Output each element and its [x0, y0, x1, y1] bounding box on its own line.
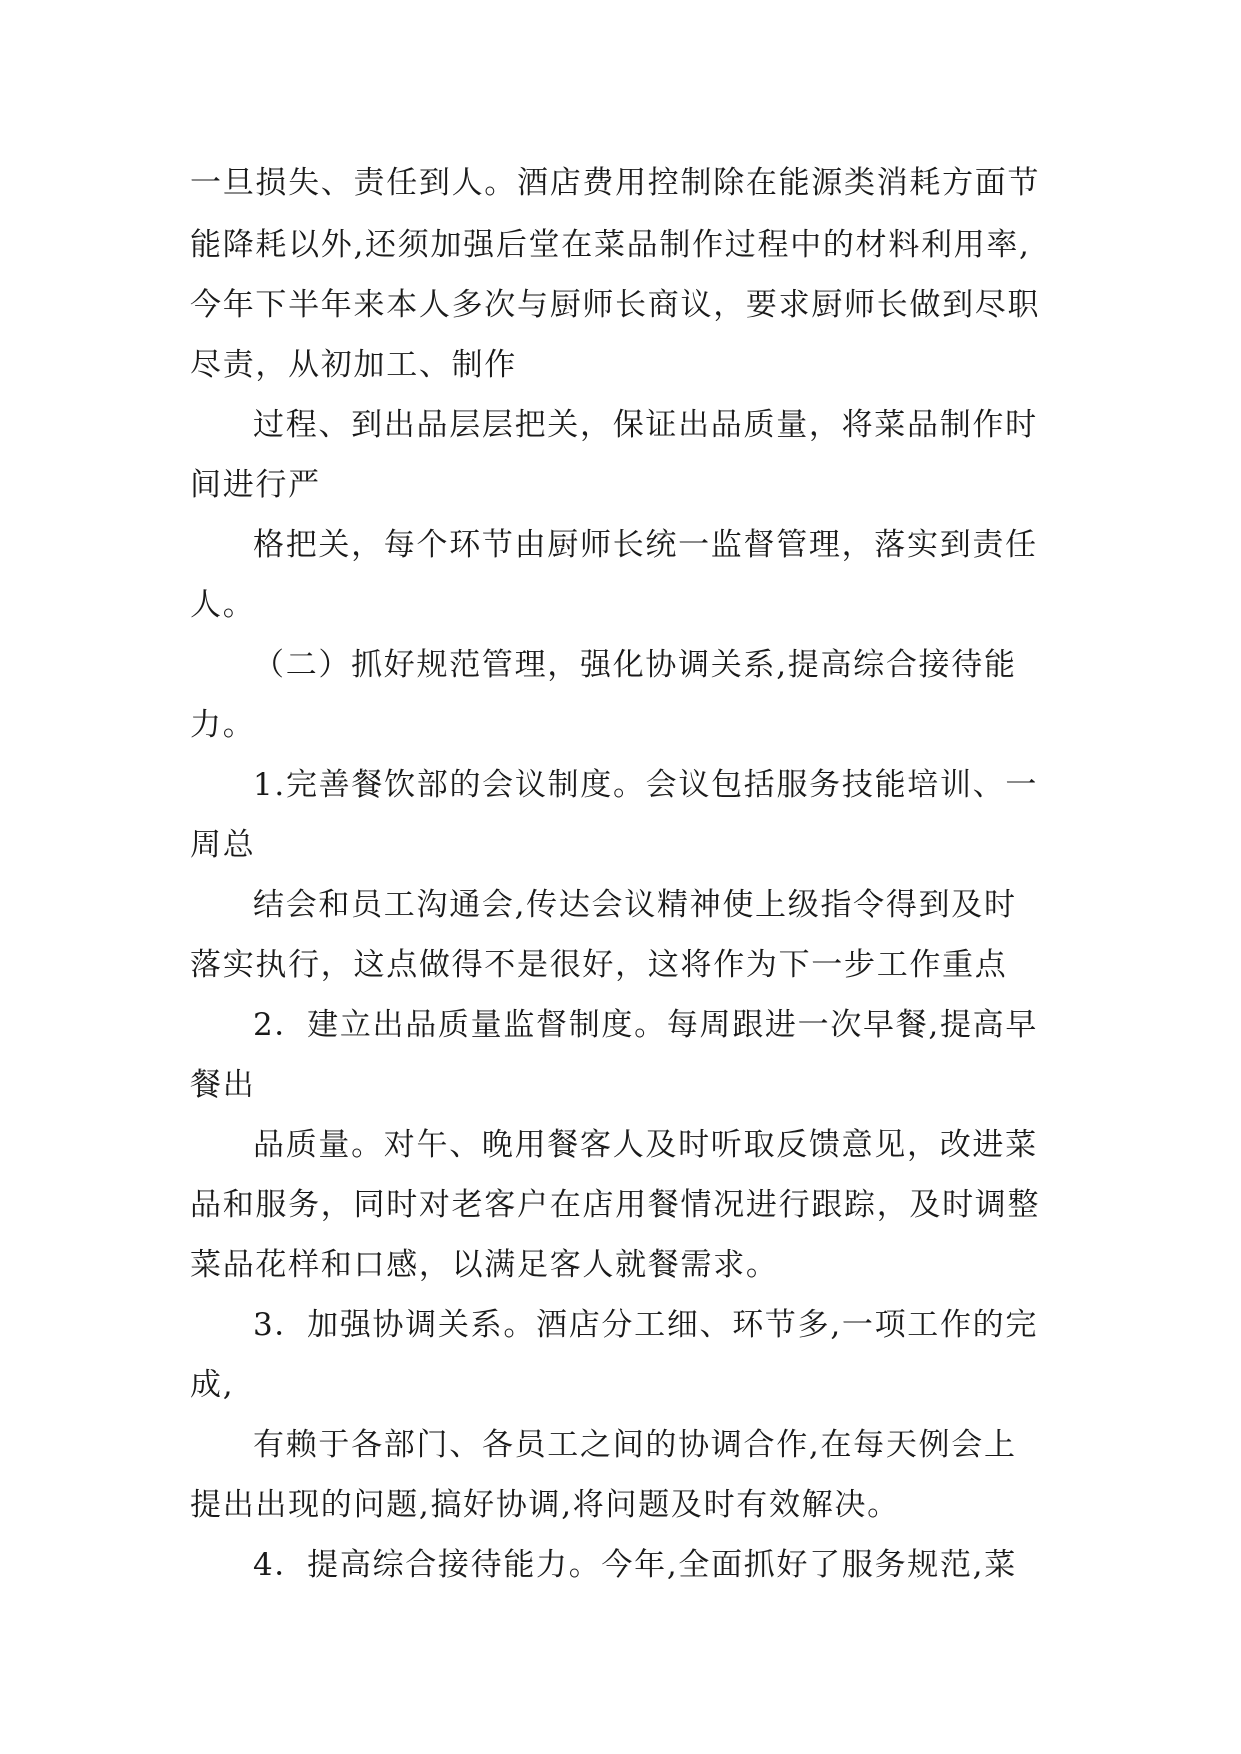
text-line: 提出出现的问题,搞好协调,将问题及时有效解决。: [190, 1487, 900, 1523]
text-line: 人。: [190, 587, 256, 623]
text-line: 落实执行，这点做得不是很好，这将作为下一步工作重点: [190, 947, 1008, 983]
text-line: 有赖于各部门、各员工之间的协调合作,在每天例会上: [253, 1427, 1017, 1463]
list-item-heading: 3．加强协调关系。酒店分工细、环节多,一项工作的完: [253, 1307, 1039, 1343]
text-line: 品质量。对午、晚用餐客人及时听取反馈意见，改进菜: [253, 1127, 1038, 1163]
text-line: 能降耗以外,还须加强后堂在菜品制作过程中的材料利用率,: [190, 227, 1031, 263]
text-line: 今年下半年来本人多次与厨师长商议，要求厨师长做到尽职: [190, 287, 1041, 323]
text-line: 过程、到出品层层把关，保证出品质量，将菜品制作时: [253, 407, 1038, 443]
list-item-heading: 4．提高综合接待能力。今年,全面抓好了服务规范,菜: [253, 1547, 1017, 1583]
text-line: 结会和员工沟通会,传达会议精神使上级指令得到及时: [253, 887, 1017, 923]
text-line: 周总: [190, 827, 256, 863]
list-item-heading: 1.完善餐饮部的会议制度。会议包括服务技能培训、一: [253, 767, 1039, 803]
text-line: 成,: [190, 1367, 235, 1403]
text-line: 尽责，从初加工、制作: [190, 347, 517, 383]
text-line: 格把关，每个环节由厨师长统一监督管理，落实到责任: [253, 527, 1038, 563]
text-line: 品和服务，同时对老客户在店用餐情况进行跟踪，及时调整: [190, 1187, 1041, 1223]
text-line: 菜品花样和口感，以满足客人就餐需求。: [190, 1247, 779, 1283]
list-item-heading: 2．建立出品质量监督制度。每周跟进一次早餐,提高早: [253, 1007, 1039, 1043]
text-line: 间进行严: [190, 467, 321, 503]
section-heading: （二）抓好规范管理，强化协调关系,提高综合接待能: [253, 647, 1017, 683]
text-line: 力。: [190, 707, 256, 743]
text-line: 一旦损失、责任到人。酒店费用控制除在能源类消耗方面节: [190, 165, 1041, 201]
text-line: 餐出: [190, 1067, 256, 1103]
